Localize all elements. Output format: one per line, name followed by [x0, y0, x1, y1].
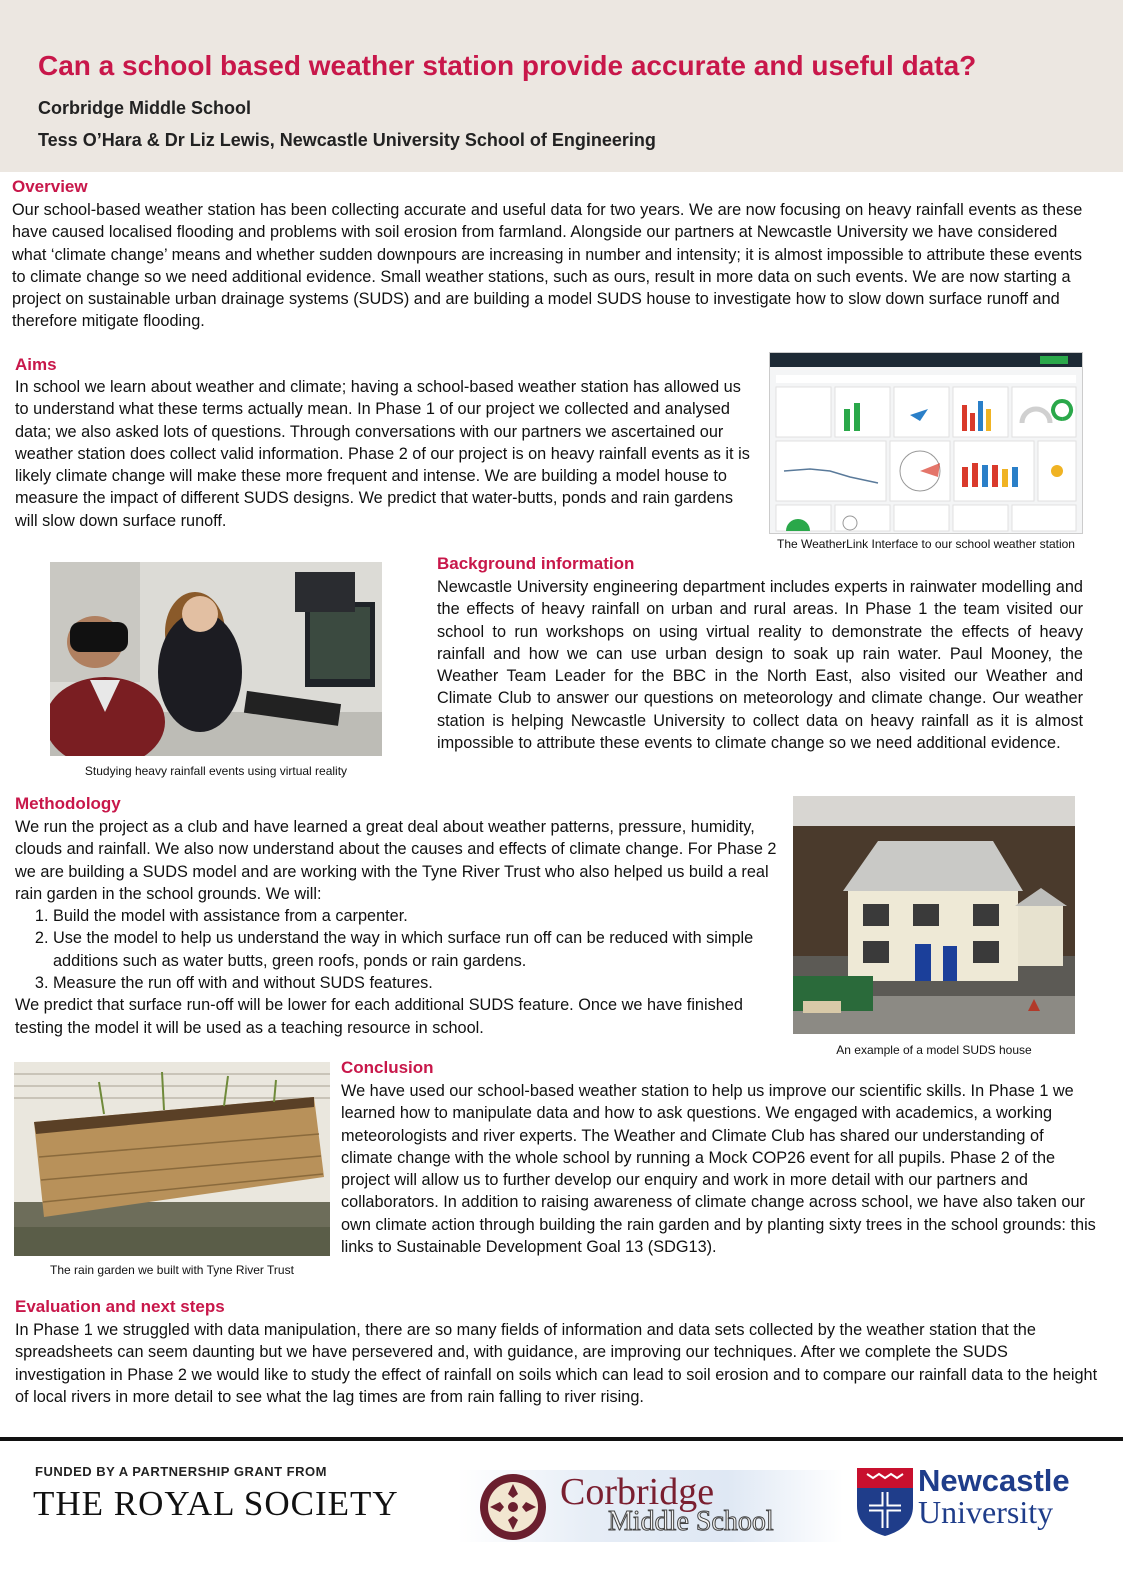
suds-house-photo [793, 796, 1075, 1034]
overview-heading: Overview [12, 177, 88, 196]
methodology-text [15, 816, 785, 1039]
vr-photo [50, 562, 382, 756]
newcastle-wordmark: Newcastle [918, 1463, 1070, 1498]
conclusion-heading: Conclusion [341, 1058, 434, 1077]
newcastle-shield-icon [855, 1466, 915, 1538]
corbridge-crest-icon [478, 1472, 548, 1542]
evaluation-heading: Evaluation and next steps [15, 1297, 225, 1316]
weatherlink-dashboard-image [770, 353, 1082, 533]
model-house-image [793, 796, 1075, 1034]
conclusion-text: We have used our school-based weather station to help us improve our scientific skills. In Phase 1 we learned how to manipulate data and how to ask questions. We engaged with academics, a working meteorologists and river experts. The Weather and Climate Club has shared our understanding of climate change with the whole school by running a Mock COP26 event for all pupils. Phase 2 of the project will allow us to further develop our enquiry and work in more detail with our partners and collaborators. In addition to raising awareness of climate change across school, we have also taken our own climate action through building the rain garden and by planting sixty trees in the school grounds: this links to Sustainable Development Goal 13 (SDG13). [341, 1082, 1096, 1257]
middle-school-wordmark: Middle School [608, 1506, 774, 1537]
poster-title: Can a school based weather station provide accurate and useful data? [38, 50, 977, 81]
background-heading: Background information [437, 554, 635, 573]
suds-house-caption: An example of a model SUDS house [836, 1043, 1032, 1057]
methodology-step: 2. Use the model to help us understand the way in which surface run off can be reduced with simple additions such as water butts, green roofs, ponds or rain gardens. [53, 927, 785, 972]
methodology-step: 3. Measure the run off with and without SUDS features. [53, 972, 785, 994]
rain-garden-image [14, 1062, 330, 1256]
funded-by-text: FUNDED BY A PARTNERSHIP GRANT FROM [35, 1464, 327, 1479]
rain-garden-caption: The rain garden we built with Tyne River Trust [50, 1263, 294, 1277]
vr-workshop-image [50, 562, 382, 756]
school-name: Corbridge Middle School [38, 98, 252, 118]
methodology-intro: We run the project as a club and have learned a great deal about weather patterns, pressure, humidity, clouds and rainfall. We also now understand about the causes and effects of climate change. For Phase 2 we are building a SUDS model and are working with the Tyne River Trust who also helped us build a real rain garden in the school grounds. We will: [15, 818, 777, 903]
rain-garden-photo [14, 1062, 330, 1256]
poster-header [0, 0, 1123, 172]
corbridge-logo [458, 1470, 843, 1542]
methodology-outro: We predict that surface run-off will be lower for each additional SUDS feature. Once we have finished testing the model it will be used as a teaching resource in school. [15, 996, 743, 1037]
methodology-step: 1. Build the model with assistance from a carpenter. [53, 905, 785, 927]
authors-line: Tess O’Hara & Dr Liz Lewis, Newcastle University School of Engineering [38, 130, 656, 150]
weatherlink-screenshot [769, 352, 1083, 534]
weatherlink-caption: The WeatherLink Interface to our school weather station [777, 537, 1075, 551]
methodology-steps [15, 905, 785, 994]
aims-heading: Aims [15, 355, 57, 374]
aims-text: In school we learn about weather and climate; having a school-based weather station has allowed us to understand what these terms actually mean. In Phase 1 of our project we collected and analysed data; we also asked lots of questions. Through conversations with our partners we ascertained our weather station does collect valid information. Phase 2 of our project is on heavy rainfall events as it is likely climate change will make these more frequent and intense. We are building a model house to measure the impact of different SUDS designs. We predict that water-butts, ponds and rain gardens will slow down surface runoff. [15, 378, 750, 530]
footer-divider [0, 1437, 1123, 1441]
background-text: Newcastle University engineering department includes experts in rainwater modelling and the effects of heavy rainfall on urban and rural areas. In Phase 1 the team visited our school to run workshops on using virtual reality to demonstrate the effects of heavy rainfall and how we can use urban design to soak up rain water. Paul Mooney, the Weather Team Leader for the BBC in the North East, also visited our Weather and Climate Club to answer our questions on meteorology and climate change. Our weather station is helping Newcastle University to collect data on heavy rainfall as it is almost impossible to attribute these events to climate change so we need additional evidence. [437, 578, 1083, 753]
vr-caption: Studying heavy rainfall events using virtual reality [84, 764, 348, 778]
royal-society-logo: THE ROYAL SOCIETY [33, 1484, 399, 1523]
methodology-heading: Methodology [15, 794, 121, 813]
university-wordmark: University [918, 1494, 1054, 1530]
evaluation-text: In Phase 1 we struggled with data manipulation, there are so many fields of information and data sets collected by the weather station that the spreadsheets can seem daunting but we have persevered and, with guidance, are improving our techniques. After we complete the SUDS investigation in Phase 2 we would like to study the effect of rainfall on soils which can lead to soil erosion and to compare our rainfall data to the height of local rivers in more detail to see what the lag times are from rain falling to river rising. [15, 1321, 1098, 1406]
corbridge-wordmark: Corbridge [560, 1471, 715, 1513]
overview-text: Our school-based weather station has been collecting accurate and useful data for two years. We are now focusing on heavy rainfall events as these have caused localised flooding and problems with soil erosion from farmland. Alongside our partners at Newcastle University we have considered what ‘climate change’ means and whether sudden downpours are increasing in number and intensity; it is almost impossible to attribute these events to climate change so we need additional evidence. Small weather stations, such as ours, result in more data on such events. We are now starting a project on sustainable urban drainage systems (SUDS) and are building a model SUDS house to investigate how to slow down surface runoff and therefore mitigate flooding. [12, 201, 1083, 331]
